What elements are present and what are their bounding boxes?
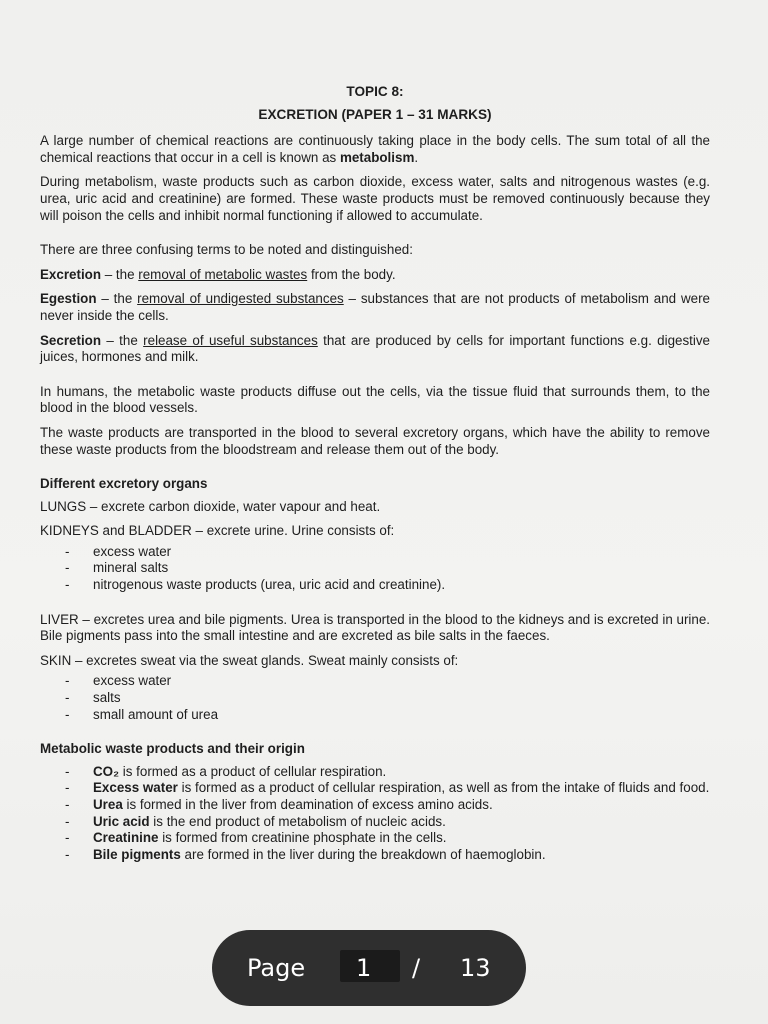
- urine-list: [40, 544, 710, 594]
- metabolism-term: metabolism: [339, 149, 415, 165]
- skin-line: SKIN – excretes sweat via the sweat glands. Sweat mainly consists of:: [40, 652, 459, 668]
- diffusion-paragraph: In humans, the metabolic waste products diffuse out the cells, via the tissue fluid that surrounds them, to the blood in the blood vessels.: [40, 383, 710, 416]
- page-separator: /: [412, 954, 421, 982]
- lungs-line: LUNGS – excrete carbon dioxide, water vapour and heat.: [40, 498, 381, 514]
- topic-label: TOPIC 8:: [346, 84, 404, 99]
- metabolism-paragraph: During metabolism, waste products such as carbon dioxide, excess water, salts and nitrogenous wastes (e.g. urea, uric acid and creatinine) are formed. These waste products must be removed continuously because they will poison the cells and inhibit normal functioning if allowed to accumulate.: [40, 174, 710, 223]
- topic-heading: EXCRETION (PAPER 1 – 31 MARKS): [258, 106, 492, 122]
- page-label: Page: [247, 954, 306, 982]
- terms-intro: There are three confusing terms to be noted and distinguished:: [40, 242, 413, 258]
- list-item: - excess water: [40, 673, 710, 690]
- liver-paragraph: LIVER – excretes urea and bile pigments. Urea is transported in the blood to the kidneys and is excreted in urine. Bile pigments pass into the small intestine and are excreted as bile salts in the faeces.: [40, 611, 710, 644]
- egestion-definition: Egestion – the removal of undigested substances – substances that are not products of metabolism and were never inside the cells.: [40, 291, 710, 323]
- list-item: - CO₂ is formed as a product of cellular respiration.: [40, 764, 710, 781]
- list-item: - small amount of urea: [40, 707, 710, 724]
- page-total: 13: [460, 954, 491, 982]
- document-body: [40, 84, 710, 871]
- kidneys-line: KIDNEYS and BLADDER – excrete urine. Urine consists of:: [40, 523, 395, 539]
- secretion-definition: Secretion – the release of useful substances that are produced by cells for important functions e.g. digestive juices, hormones and milk.: [40, 332, 710, 365]
- origin-list: [40, 764, 710, 864]
- excretion-definition: Excretion – the removal of metabolic wastes from the body.: [40, 266, 396, 282]
- origin-heading: Metabolic waste products and their origin: [40, 741, 305, 757]
- list-item: - mineral salts: [40, 560, 710, 577]
- list-item: - Bile pigments are formed in the liver during the breakdown of haemoglobin.: [40, 847, 710, 864]
- page-indicator[interactable]: [212, 930, 526, 1006]
- organs-heading: Different excretory organs: [40, 476, 208, 492]
- list-item: - Urea is formed in the liver from deamination of excess amino acids.: [40, 797, 710, 814]
- list-item: - excess water: [40, 544, 710, 561]
- sweat-list: [40, 673, 710, 723]
- intro-paragraph: A large number of chemical reactions are continuously taking place in the body cells. The sum total of all the chemical reactions that occur in a cell is known as metabolism.: [40, 133, 710, 165]
- list-item: - nitrogenous waste products (urea, uric acid and creatinine).: [40, 577, 710, 594]
- list-item: - Excess water is formed as a product of cellular respiration, as well as from the intake of fluids and food.: [40, 780, 710, 797]
- transport-paragraph: The waste products are transported in the blood to several excretory organs, which have the ability to remove these waste products from the bloodstream and release them out of the body.: [40, 424, 710, 457]
- page-number-input[interactable]: 1: [340, 950, 400, 982]
- list-item: - Creatinine is formed from creatinine phosphate in the cells.: [40, 830, 710, 847]
- list-item: - Uric acid is the end product of metabolism of nucleic acids.: [40, 814, 710, 831]
- list-item: - salts: [40, 690, 710, 707]
